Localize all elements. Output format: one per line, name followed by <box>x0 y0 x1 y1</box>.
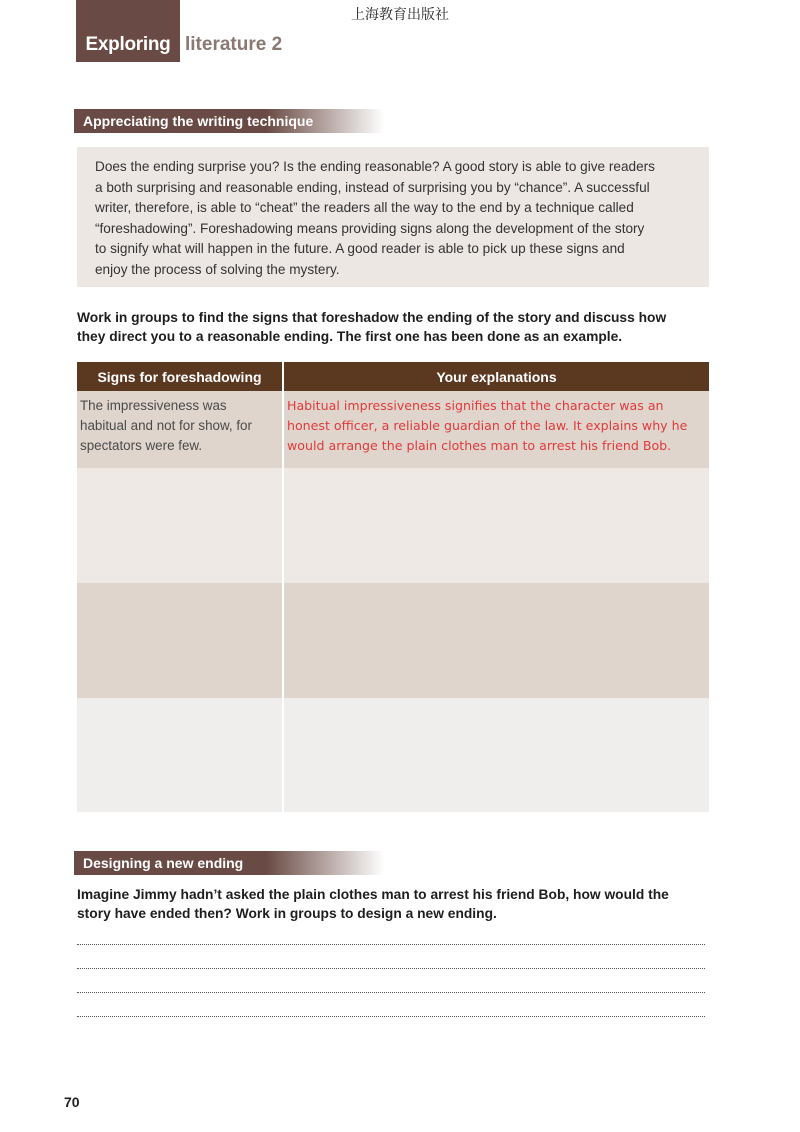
explanation-cell[interactable] <box>284 698 709 812</box>
instruction-line: Imagine Jimmy hadn’t asked the plain clothes man to arrest his friend Bob, how would the <box>77 887 669 902</box>
foreshadowing-instruction <box>77 308 717 346</box>
publisher-name: 上海教育出版社 <box>351 7 449 23</box>
header-explanations: Your explanations <box>284 362 709 391</box>
intro-line: writer, therefore, is able to “cheat” the readers all the way to the end by a technique called <box>95 200 634 215</box>
explanation-cell[interactable] <box>284 468 709 583</box>
table-header-row <box>77 362 709 391</box>
answer-line[interactable] <box>77 968 705 969</box>
instruction-line: they direct you to a reasonable ending. The first one has been done as an example. <box>77 329 623 344</box>
answer-line[interactable] <box>77 944 705 945</box>
new-ending-instruction <box>77 885 717 923</box>
sign-line: habitual and not for show, for <box>80 418 252 433</box>
table-row <box>77 698 709 812</box>
explanation-line: would arrange the plain clothes man to arrest his friend Bob. <box>287 438 672 453</box>
title-strong: Exploring <box>76 0 180 62</box>
sign-line: The impressiveness was <box>80 398 227 413</box>
instruction-line: Work in groups to find the signs that foreshadow the ending of the story and discuss how <box>77 310 667 325</box>
table-row <box>77 583 709 698</box>
answer-line[interactable] <box>77 1016 705 1017</box>
intro-line: a both surprising and reasonable ending, instead of surprising you by “chance”. A successful <box>95 179 650 195</box>
header-signs: Signs for foreshadowing <box>77 362 284 391</box>
section-heading-new-ending: Designing a new ending <box>74 851 384 875</box>
example-explanation-cell <box>284 391 709 468</box>
intro-line: enjoy the process of solving the mystery. <box>95 261 340 277</box>
explanation-line: Habitual impressiveness signifies that the character was an <box>287 398 664 413</box>
foreshadowing-table <box>77 362 709 812</box>
intro-paragraph <box>77 147 709 287</box>
table-row <box>77 468 709 583</box>
instruction-line: story have ended then? Work in groups to design a new ending. <box>77 906 497 921</box>
explanation-line: honest officer, a reliable guardian of the law. It explains why he <box>287 418 688 433</box>
explanation-cell[interactable] <box>284 583 709 698</box>
sign-cell[interactable] <box>77 583 284 698</box>
intro-line: “foreshadowing”. Foreshadowing means providing signs along the development of the story <box>95 220 645 236</box>
sign-cell[interactable] <box>77 468 284 583</box>
answer-line[interactable] <box>77 992 705 993</box>
intro-line: to signify what will happen in the future. A good reader is able to pick up these signs and <box>95 241 625 256</box>
title-rest: literature 2 <box>185 34 283 55</box>
section-heading-writing-technique: Appreciating the writing technique <box>74 109 384 133</box>
sign-line: spectators were few. <box>80 438 203 453</box>
page-title <box>76 0 282 62</box>
example-sign-cell <box>77 391 284 468</box>
page-number: 70 <box>64 1094 80 1110</box>
table-row-example <box>77 391 709 468</box>
intro-line: Does the ending surprise you? Is the ending reasonable? A good story is able to give readers <box>95 159 655 174</box>
sign-cell[interactable] <box>77 698 284 812</box>
